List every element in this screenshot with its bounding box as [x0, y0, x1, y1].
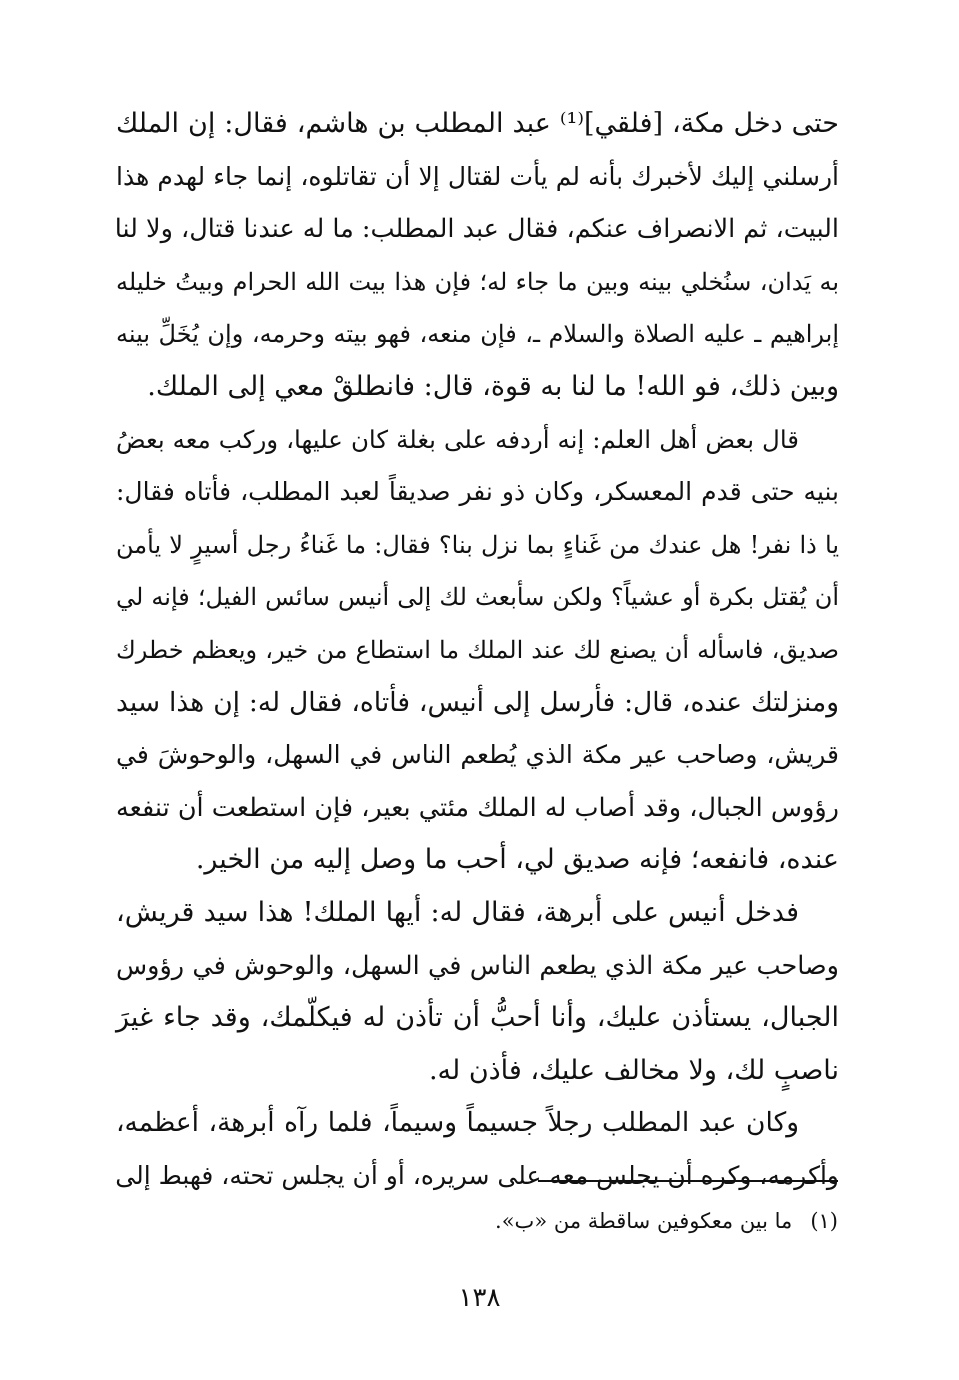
text-line-13: قريش، وصاحب عير مكة الذي يُطعم الناس في السهل، والوحوشَ في: [116, 740, 839, 770]
text-line-21: وأكرمه، وكره أن يجلس معه على سريره، أو أن يجلس تحته، فهبط إلى: [115, 1160, 839, 1190]
text-line-6: وبين ذلك، فو الله! ما لنا به قوة، قال: فانطلقْ معي إلى الملك.: [147, 370, 839, 402]
text-line-19: ناصبٍ لك، ولا مخالف عليك، فأذن له.: [428, 1054, 839, 1086]
text-line-7: قال بعض أهل العلم: إنه أردفه على بغلة كان عليها، وركب معه بعضُ: [116, 424, 799, 454]
text-line-5: إبراهيم ـ عليه الصلاة والسلام ـ، فإن منعه، فهو بيته وحرمه، وإن يُخَلِّ بينه: [116, 320, 839, 349]
text-line-20: وكان عبد المطلب رجلاً جسيماً وسيماً، فلما رآه أبرهة، أعظمه،: [116, 1107, 799, 1139]
text-line-8: بنيه حتى قدم المعسكر، وكان ذو نفر صديقاً لعبد المطلب، فأتاه فقال:: [116, 477, 839, 507]
text-line-17: وصاحب عير مكة الذي يطعم الناس في السهل، والوحوش في رؤوس: [116, 950, 839, 981]
text-line-4: به يَدان، سنُخلي بينه وبين ما جاء له؛ فإن هذا بيت الله الحرام وبيتُ خليله: [116, 267, 840, 296]
text-line-10: أن يُقتل بكرة أو عشياً؟ ولكن سأبعث لك إلى أنيس سائس الفيل؛ فإنه لي: [116, 583, 839, 612]
footnote-number: (١): [810, 1209, 838, 1233]
text-line-11: صديق، فاسأله أن يصنع لك عند الملك ما استطاع من خير، ويعظم خطرك: [116, 635, 839, 664]
text-line-2: أرسلني إليك لأخبرك بأنه لم يأت لقتال إلا أن تقاتلوه، إنما جاء لهدم هذا: [116, 161, 839, 191]
text-line-15: عنده، فانفعه؛ فإنه صديق لي، أحب ما وصل إليه من الخير.: [195, 844, 839, 876]
footnote: [495, 1206, 838, 1236]
footnote-divider: [538, 1180, 838, 1182]
text-line-9: يا ذا نفر! هل عندك من غَناءٍ بما نزل بنا؟ فقال: ما غَناءُ رجل أسيرٍ لا يأمن: [116, 530, 839, 559]
footnote-text: ما بين معكوفين ساقطة من «ب».: [495, 1209, 793, 1233]
text-line-14: رؤوس الجبال، وقد أصاب له الملك مئتي بعير، فإن استطعت أن تنفعه: [116, 792, 839, 823]
text-line-18: الجبال، يستأذن عليك، وأنا أحبُّ أن تأذن له فيكلّمك، وقد جاء غيرَ: [116, 1002, 839, 1034]
text-line-3: البيت، ثم الانصراف عنكم، فقال عبد المطلب: ما له عندنا قتال، ولا لنا: [114, 214, 839, 245]
text-line-16: فدخل أنيس على أبرهة، فقال له: أيها الملك! هذا سيد قريش،: [116, 896, 799, 928]
text-line-1: حتى دخل مكة، [فلقي]⁽¹⁾ عبد المطلب بن هاشم، فقال: إن الملك: [116, 108, 839, 139]
body-text: [116, 98, 839, 1202]
text-line-12: ومنزلتك عنده، قال: فأرسل إلى أنيس، فأتاه، فقال له: إن هذا سيد: [116, 686, 839, 718]
page-number: ١٣٨: [458, 1283, 501, 1313]
